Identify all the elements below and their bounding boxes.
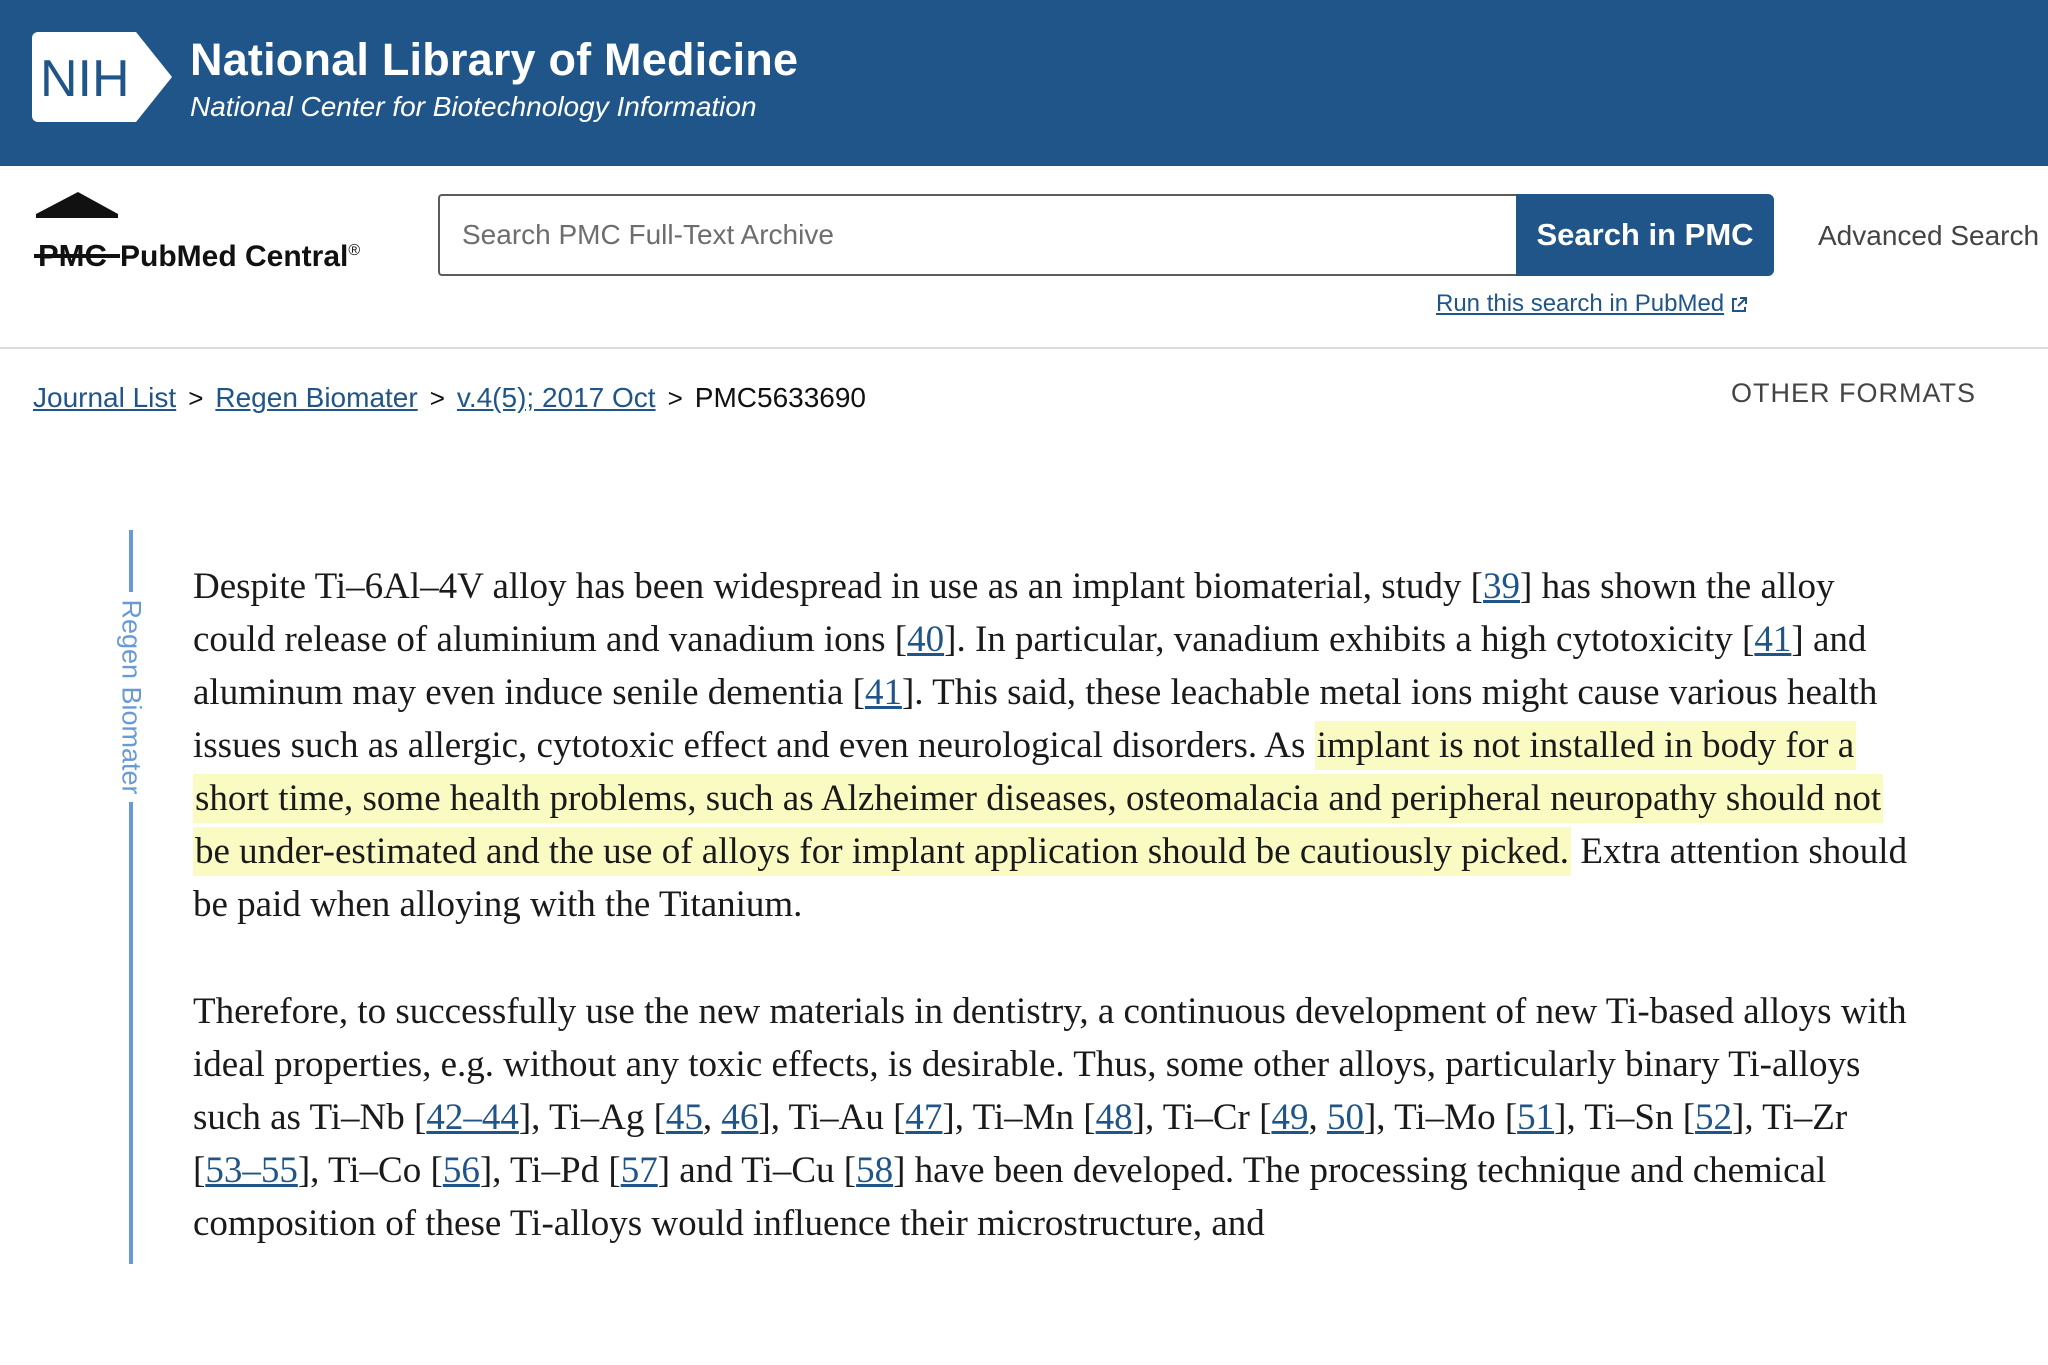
citation-link[interactable]: 51 [1517,1097,1555,1138]
breadcrumb-current: PMC5633690 [694,382,867,413]
citation-link[interactable]: 48 [1095,1097,1133,1138]
run-pubmed-label: Run this search in PubMed [1436,290,1725,317]
paragraph-text: ], Ti–Sn [ [1554,1097,1696,1138]
citation-link[interactable]: 57 [620,1150,658,1191]
highlighted-text: implant is not installed in body for a short time, some health problems, such as Alzheimer diseases, osteomalacia and peripheral neuropathy should not be under-estimated and the use of alloys for implant application should be cautiously picked. [193,721,1883,876]
nih-titles [190,34,798,124]
paragraph-text: ], Ti–Au [ [758,1097,906,1138]
paragraph-text: ] has shown the alloy could release of aluminium and vanadium ions [ [193,566,1835,660]
citation-link[interactable]: 53–55 [205,1150,298,1191]
paragraph-text: ] and aluminum may even induce senile dementia [ [193,619,1867,713]
paragraph-text: ], Ti–Zr [ [193,1097,1848,1191]
journal-rail-label[interactable]: Regen Biomater [116,599,147,795]
journal-rail-line [129,802,133,1264]
search-button[interactable]: Search in PMC [1516,194,1774,276]
citation-link[interactable]: 47 [905,1097,943,1138]
paragraph-text: ] have been developed. The processing technique and chemical composition of these Ti-alloys would influence their microstructure, and [193,1150,1827,1244]
search-box [438,194,1516,276]
citation-link[interactable]: 41 [1754,619,1792,660]
paragraph-text: ], Ti–Ag [ [518,1097,666,1138]
breadcrumb [33,382,866,414]
paragraph-text: ], Ti–Co [ [297,1150,443,1191]
breadcrumb-separator: > [429,382,445,413]
paragraph-text: , [702,1097,722,1138]
nih-logo[interactable] [32,32,177,122]
paragraph-text: , [1308,1097,1327,1138]
registered-mark: ® [348,242,361,259]
nih-subtitle: National Center for Biotechnology Information [190,91,757,122]
paragraph-text: ], Ti–Pd [ [479,1150,621,1191]
breadcrumb-separator: > [667,382,683,413]
citation-link[interactable]: 40 [907,619,945,660]
nih-title[interactable]: National Library of Medicine [190,34,799,85]
paragraph-text: ], Ti–Mn [ [942,1097,1096,1138]
paragraph-text: ]. In particular, vanadium exhibits a high cytotoxicity [ [944,619,1755,660]
journal-rail-line [129,530,133,592]
nih-banner [0,0,2048,166]
advanced-search-link[interactable]: Advanced Search [1818,220,2040,251]
pmc-brand-text: PubMed Central [120,240,349,273]
citation-link[interactable]: 58 [856,1150,894,1191]
other-formats-heading[interactable]: OTHER FORMATS [1731,378,1976,408]
paragraph-text: ], Ti–Mo [ [1363,1097,1518,1138]
paragraph-text: ]. This said, these leachable metal ions might cause various health issues such as allergic, cytotoxic effect and even neurological disorders. As [193,672,1878,766]
citation-link[interactable]: 52 [1695,1097,1733,1138]
breadcrumb-journal[interactable]: Regen Biomater [215,382,418,413]
article-body [193,560,1908,1266]
breadcrumb-journal-list[interactable]: Journal List [33,382,177,413]
search-input[interactable] [440,196,1516,274]
pmc-header [0,166,2048,349]
pmc-logo[interactable] [32,192,372,273]
external-link-icon [1730,296,1748,314]
citation-link[interactable]: 50 [1326,1097,1364,1138]
paragraph-text: Despite Ti–6Al–4V alloy has been widespread in use as an implant biomaterial, study [ [193,566,1483,607]
pmc-logo-acronym: PMC [38,238,107,273]
citation-link[interactable]: 56 [442,1150,480,1191]
paragraph-text: ], Ti–Cr [ [1132,1097,1272,1138]
pmc-brand-name [120,240,360,274]
nih-logo-text: NIH [40,50,130,108]
citation-link[interactable]: 45 [665,1097,703,1138]
citation-link[interactable]: 39 [1483,566,1520,607]
breadcrumb-separator: > [188,382,204,413]
citation-link[interactable]: 46 [721,1097,759,1138]
breadcrumb-issue[interactable]: v.4(5); 2017 Oct [456,382,656,413]
citation-link[interactable]: 41 [864,672,902,713]
article-paragraph [193,560,1908,931]
run-pubmed-link[interactable] [1436,290,1748,318]
paragraph-text: Therefore, to successfully use the new materials in dentistry, a continuous development of new Ti-based alloys with ideal properties, e.g. without any toxic effects, is desirable. Thus, some other alloys, particularly binary Ti-alloys such as Ti–Nb [ [193,991,1907,1138]
paragraph-text: ] and Ti–Cu [ [657,1150,857,1191]
citation-link[interactable]: 42–44 [426,1097,519,1138]
article-paragraph [193,985,1908,1250]
paragraph-text: Extra attention should be paid when alloying with the Titanium. [193,831,1908,925]
citation-link[interactable]: 49 [1271,1097,1309,1138]
